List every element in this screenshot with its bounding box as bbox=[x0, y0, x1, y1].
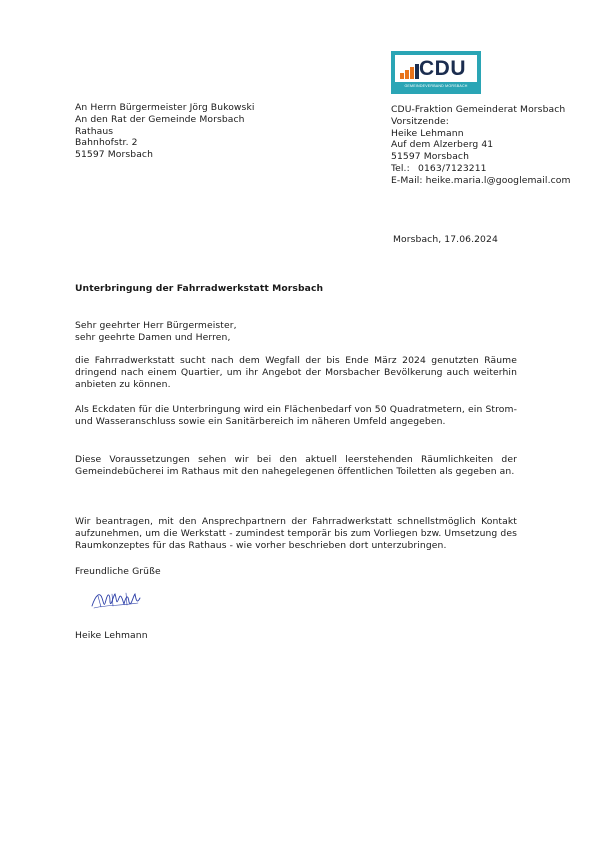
paragraph: die Fahrradwerkstatt sucht nach dem Wegfall der bis Ende März 2024 genutzten Räume dringend nach einem Quartier, um ihr Angebot der Morsbacher Bevölkerung auch weiterhin anbieten zu können. bbox=[75, 355, 517, 390]
logo-box bbox=[395, 55, 477, 82]
recipient-address bbox=[75, 102, 325, 161]
salutation bbox=[75, 320, 517, 344]
salutation-line: sehr geehrte Damen und Herren, bbox=[75, 331, 231, 343]
sender-email: E-Mail: heike.maria.l@googlemail.com bbox=[391, 174, 571, 186]
phone-label: Tel.: bbox=[391, 162, 410, 174]
handwritten-signature bbox=[90, 588, 142, 612]
recipient-line: An Herrn Bürgermeister Jörg Bukowski bbox=[75, 102, 255, 113]
recipient-line: An den Rat der Gemeinde Morsbach bbox=[75, 113, 245, 125]
paragraph: Als Eckdaten für die Unterbringung wird ein Flächenbedarf von 50 Quadratmetern, ein Strom- und Wasseranschluss sowie ein Sanitärbereich im näheren Umfeld angegeben. bbox=[75, 404, 517, 427]
logo-subtitle: GEMEINDEVERBAND MORSBACH bbox=[404, 84, 468, 88]
cdu-logo bbox=[391, 51, 481, 94]
recipient-line: Rathaus bbox=[75, 125, 114, 137]
letter-date: Morsbach, 17.06.2024 bbox=[393, 234, 498, 245]
paragraph: Diese Voraussetzungen sehen wir bei den aktuell leerstehenden Räumlichkeiten der Gemeindebücherei im Rathaus mit den nahegelegenen öffentlichen Toiletten als gegeben an. bbox=[75, 454, 517, 477]
recipient-line: Bahnhofstr. 2 bbox=[75, 137, 138, 149]
recipient-line: 51597 Morsbach bbox=[75, 149, 153, 161]
phone-number: 0163/7123211 bbox=[418, 162, 487, 174]
sender-street: Auf dem Alzerberg 41 bbox=[391, 139, 494, 151]
signature-name: Heike Lehmann bbox=[75, 630, 148, 641]
letter-subject: Unterbringung der Fahrradwerkstatt Morsbach bbox=[75, 283, 324, 294]
paragraph: Wir beantragen, mit den Ansprechpartnern der Fahrradwerkstatt schnellstmöglich Kontakt aufzunehmen, um die Werkstatt - zumindest temporär bis zum Vorliegen bzw. Umsetzung des Raumkonzeptes für das Rathaus - wie vorher beschrieben dort unterzubringen. bbox=[75, 516, 517, 551]
sender-phone bbox=[391, 163, 591, 175]
sender-org: CDU-Fraktion Gemeinderat Morsbach bbox=[391, 104, 566, 115]
logo-text: CDU bbox=[419, 57, 466, 80]
logo-bars-icon bbox=[400, 63, 420, 79]
salutation-line: Sehr geehrter Herr Bürgermeister, bbox=[75, 320, 237, 331]
sender-role: Vorsitzende: bbox=[391, 115, 449, 127]
closing: Freundliche Grüße bbox=[75, 566, 161, 577]
sender-address bbox=[391, 104, 591, 187]
sender-city: 51597 Morsbach bbox=[391, 151, 469, 163]
sender-name: Heike Lehmann bbox=[391, 127, 464, 139]
